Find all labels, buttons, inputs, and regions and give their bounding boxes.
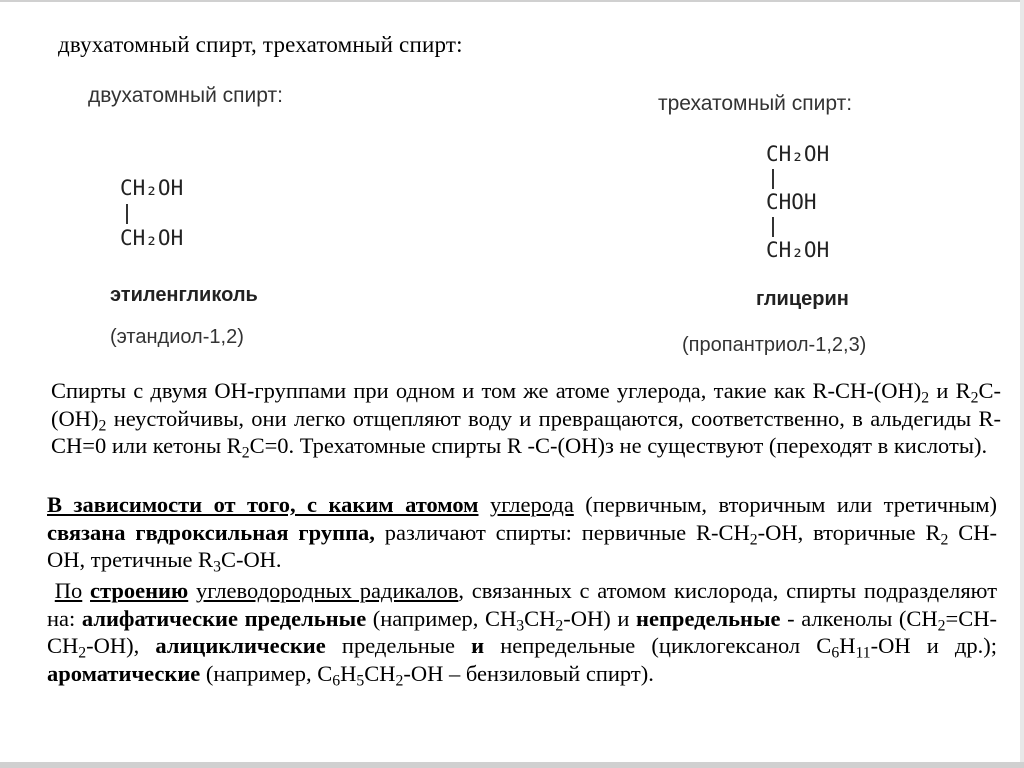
frame-bottom-border: [0, 762, 1024, 768]
glycerin-line-1: CH₂OH: [766, 142, 830, 166]
frame-right-border: [1020, 0, 1024, 768]
triatomic-label: трехатомный спирт:: [658, 92, 853, 115]
paragraph-classification-by-carbon: В зависимости от того, с каким атомом углерода (первичным, вторичным или третичным) связана гвдроксильная группа, различают спирты: первичные $R-CH_2-ОН$, вторичные $R_2$ СН-ОН, третичные $R_3С-ОН$.: [47, 492, 998, 576]
glycerin-bond-1: [772, 169, 774, 189]
ethylene-bond: [126, 204, 128, 224]
glycerin-line-2: CHOH: [766, 190, 817, 214]
diatomic-label: двухатомный спирт:: [88, 84, 283, 107]
paragraph-unstable-alcohols: Спирты с двумя ОН-группами при одном и том же атоме углерода, такие как $R-СН-(ОН)_2$ и $R_2С-(ОН)_2$ неустойчивы, они легко отщепляют воду и превращаются, соответственно, в альдегиды R-СН=0 или кетоны $R_2С=0$. Трехатомные спирты R -С-(ОН)з не существуют (переходят в кислоты).: [51, 378, 1001, 462]
glycerin-bond-2: [772, 217, 774, 237]
glycerin-name: глицерин: [756, 288, 849, 310]
glycerin-line-3: CH₂OH: [766, 238, 830, 262]
glycerin-systematic: (пропантриол-1,2,3): [682, 334, 867, 356]
ethylene-glycol-line-1: CH₂OH: [120, 176, 184, 200]
ethylene-glycol-systematic: (этандиол-1,2): [110, 326, 244, 348]
frame-top-border: [0, 0, 1024, 2]
slide-title: двухатомный спирт, трехатомный спирт:: [58, 32, 463, 57]
ethylene-glycol-line-2: CH₂OH: [120, 226, 184, 250]
ethylene-glycol-name: этиленгликоль: [110, 284, 258, 306]
scanned-structures-figure: [60, 78, 980, 370]
paragraph-classification-by-radical: По строению углеводородных радикалов, связанных с атомом кислорода, спирты подразделяют на: алифатические предельные (например, $CH_3CH_2-OH$) и непредельные - алкенолы $(СН_2=СН-СН_2-ОН)$, алициклические предельные и непредельные (циклогексанол $С_6Н_{11}-ОН$ и др.); ароматические (например, $С_6Н_5СН_2-ОН$ – бензиловый спирт).: [47, 578, 998, 689]
